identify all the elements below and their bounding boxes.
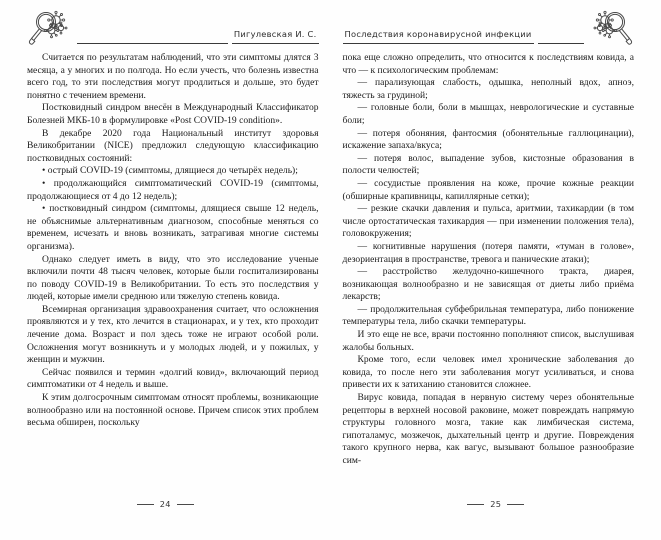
- paragraph: В декабре 2020 года Национальный институт здоровья Великобритании (NICE) предложил следующую классификацию постковидных состояний:: [27, 127, 319, 164]
- page-number: 25: [490, 499, 502, 509]
- folio-left: [0, 499, 331, 509]
- running-head-right: [343, 0, 635, 47]
- paragraph: Всемирная организация здравоохранения считает, что осложнения проявляются и у тех, кто лечится в стационарах, и у тех, кто проходит лечение дома. Возраст и пол здесь тоже не играют особой роли. Осложнения могут возникнуть и у молодых людей, и у пожилых, у женщин и мужчин.: [27, 303, 319, 366]
- running-head-left: [27, 0, 319, 47]
- folio-rule-left: [467, 504, 484, 505]
- paragraph: Вирус ковида, попадая в нервную систему через обонятельные рецепторы в верхней носовой раковине, может повреждать напрямую структуры головного мозга, такие как лимбическая система, гипоталамус, мозжечок, дыхательный центр и другие. Повреждения такого крупного нерва, как вагус, вызывают большое разнообразие сим-: [342, 392, 634, 466]
- list-item: — расстройство желудочно-кишечного тракта, диарея, возникающая волнообразно и не зависящая от диеты либо приёма лекарств;: [342, 266, 634, 303]
- page-right: [331, 0, 661, 540]
- paragraph: К этим долгосрочным симптомам относят проблемы, возникающие волнообразно или на постоянной основе. Причем список этих проблем весьма обширен, поскольку: [27, 392, 319, 429]
- folio-right: [331, 499, 661, 509]
- list-item: • постковидный синдром (симптомы, длящиеся свыше 12 недель, не объяснимые альтернативным диагнозом, способные меняться со временем, исчезать и вновь возникать, затрагивая многие системы организма).: [27, 203, 319, 252]
- folio-rule-right: [507, 504, 524, 505]
- paragraph: Кроме того, если человек имел хронические заболевания до ковида, то после него эти заболевания могут усиливаться, и снова привести их к затиханию становится сложнее.: [342, 354, 634, 391]
- magnifier-virus-icon: [588, 8, 634, 48]
- running-head-author: Пигулевская И. С.: [232, 29, 319, 44]
- paragraph: Сейчас появился и термин «долгий ковид», включающий период симптоматики от 4 недель и выше.: [27, 366, 319, 391]
- folio-rule-right: [177, 504, 194, 505]
- list-item: — головные боли, боли в мышцах, неврологические и суставные боли;: [342, 102, 634, 126]
- paragraph: Постковидный синдром внесён в Международный Классификатор Болезней МКБ-10 в формулировке «Post COVID-19 condition».: [27, 102, 319, 126]
- list-item: — продолжительная субфебрильная температура, либо понижение температуры тела, либо скачки температуры.: [342, 303, 634, 328]
- magnifier-virus-icon: [27, 8, 73, 48]
- list-item: — резкие скачки давления и пульса, аритмии, тахикардии (в том числе ортостатическая тахикардия — при изменении положения тела), головокружения;: [342, 203, 634, 240]
- running-head-rule: [538, 43, 584, 44]
- running-head-rule: [77, 43, 228, 44]
- list-item: — сосудистые проявления на коже, прочие кожные реакции (обширные крапивницы, капиллярные сетки);: [342, 177, 634, 202]
- list-item: — потеря обоняния, фантосмия (обонятельные галлюцинации), искажение запаха/вкуса;: [342, 127, 634, 152]
- folio-rule-left: [137, 504, 154, 505]
- list-item: — потеря волос, выпадение зубов, кистозные образования в полости челюстей;: [342, 152, 634, 177]
- paragraph: И это еще не все, врачи постоянно пополняют список, выслушивая жалобы больных.: [342, 329, 634, 353]
- list-item: — парализующая слабость, одышка, неполный вдох, апноэ, тяжесть за грудиной;: [342, 77, 634, 101]
- body-text-left: [27, 52, 319, 430]
- body-text-right: [343, 52, 635, 468]
- page-number: 24: [159, 499, 171, 509]
- running-head-title: Последствия коронавирусной инфекции: [343, 29, 534, 44]
- list-item: • острый COVID-19 (симптомы, длящиеся до четырёх недель);: [42, 165, 298, 177]
- list-item: • продолжающийся симптоматический COVID-19 (симптомы, продолжающиеся от 4 до 12 недель);: [27, 177, 319, 202]
- list-item: — когнитивные нарушения (потеря памяти, «туман в голове», дезориентация в пространстве, тревога и панические атаки);: [342, 240, 634, 265]
- paragraph: пока еще сложно определить, что относится к последствиям ковида, а что — к психологическим проблемам:: [342, 52, 634, 76]
- paragraph: Считается по результатам наблюдений, что эти симптомы длятся 3 месяца, а у многих и по полгода. Но если учесть, что болезнь известна всего год, то эти последствия могут продлиться и дольше, это будет понятно с течением времени.: [27, 52, 319, 101]
- paragraph: Однако следует иметь в виду, что это исследование ученые включили почти 48 тысяч человек, которые были госпитализированы по поводу COVID-19 в Великобритании. То есть это последствия у людей, которые имели среднюю или тяжелую степень ковида.: [27, 253, 319, 303]
